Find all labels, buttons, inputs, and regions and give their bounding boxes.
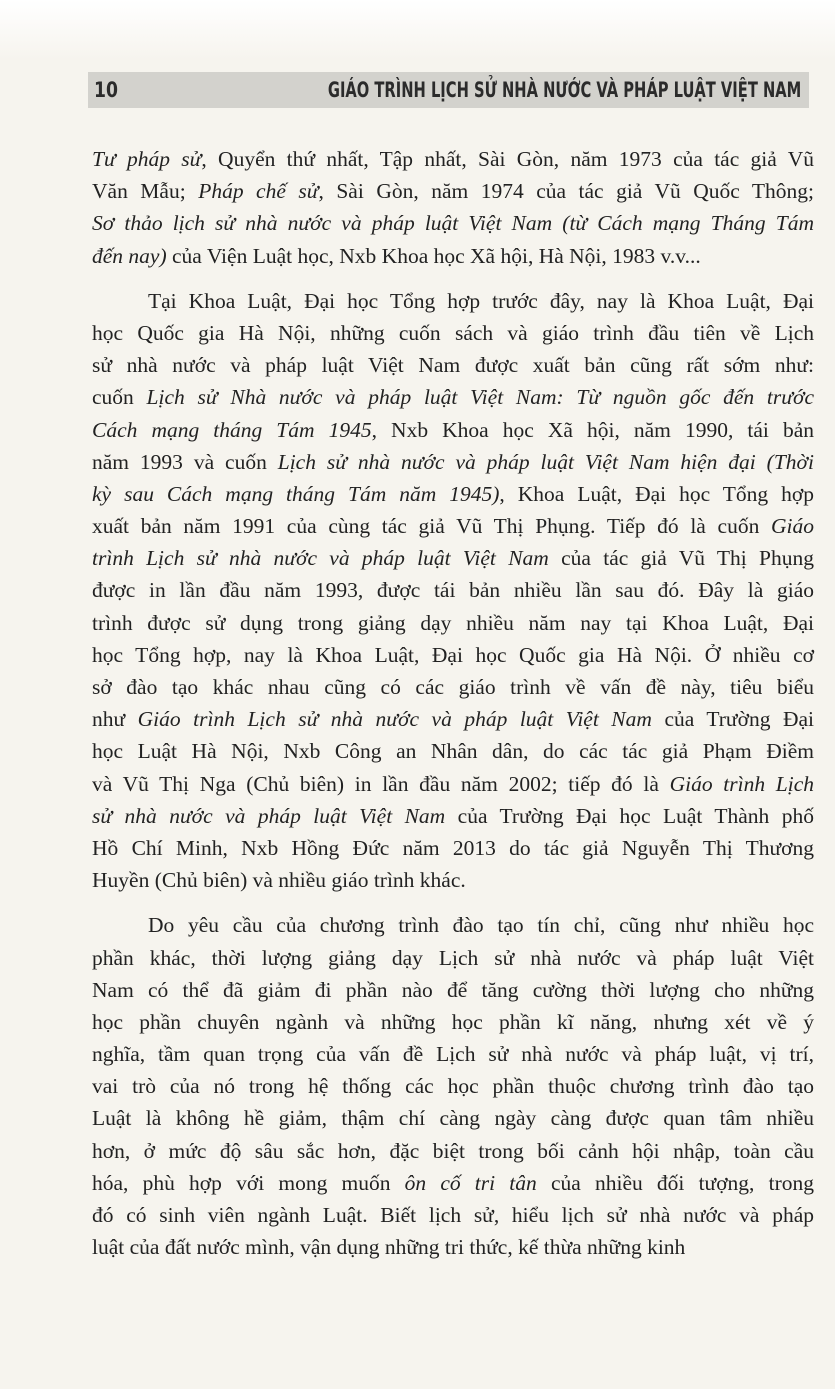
text-line [92,574,814,606]
page-top-margin [0,0,835,60]
text-run: học phần chuyên ngành và những học phần kĩ năng, nhưng xét về ý [92,1009,814,1034]
text-run: xuất bản năm 1991 của cùng tác giả Vũ Thị Phụng. Tiếp đó là cuốn [92,514,771,539]
text-line [92,864,814,896]
text-line [92,478,814,510]
text-run: hơn, ở mức độ sâu sắc hơn, đặc biệt trong bối cảnh hội nhập, toàn cầu [92,1138,814,1163]
running-header [88,72,809,108]
text-run: của Viện Luật học, Nxb Khoa học Xã hội, Hà Nội, 1983 v.v... [166,243,701,268]
text-line [92,317,814,349]
text-run: , Khoa Luật, Đại học Tổng hợp [499,481,814,506]
text-run: đó có sinh viên ngành Luật. Biết lịch sử, hiểu lịch sử nhà nước và pháp [92,1203,814,1227]
text-line [92,1231,814,1263]
text-line [92,974,814,1006]
text-line [92,381,814,413]
text-run: sở đào tạo khác nhau cũng có các giáo trình về vấn đề này, tiêu biểu [92,675,814,699]
paragraph-gap [92,896,814,909]
text-line [92,1167,814,1199]
text-line [92,1102,814,1134]
text-line [92,143,814,175]
text-line [92,207,814,239]
italic-title-run: Sơ thảo lịch sử nhà nước và pháp luật Việt Nam (từ Cách mạng Tháng Tám [92,211,814,236]
italic-title-run: ôn cố tri tân [404,1170,537,1195]
text-line [92,349,814,381]
text-line [92,639,814,671]
text-run: của nhiều đối tượng, trong [536,1170,814,1195]
italic-title-run: Giáo [771,514,814,539]
text-run: của Trường Đại [651,707,814,732]
italic-title-run: trình Lịch sử nhà nước và pháp luật Việt Nam [92,546,549,571]
paragraph [92,143,814,272]
text-run: và Vũ Thị Nga (Chủ biên) in lần đầu năm 2002; tiếp đó là [92,771,670,796]
text-line [92,703,814,735]
text-run: , Sài Gòn, năm 1974 của tác giả Vũ Quốc Thông; [318,179,814,204]
text-run: luật của đất nước mình, vận dụng những tri thức, kế thừa những kinh [92,1235,686,1260]
text-run: của Trường Đại học Luật Thành phố [445,803,814,828]
paragraph [92,285,814,897]
text-line [92,1135,814,1167]
text-line [92,446,814,478]
text-line [92,1038,814,1070]
italic-title-run: Cách mạng tháng Tám 1945 [92,417,372,442]
text-line [92,414,814,446]
text-line [92,175,814,207]
text-run: Do yêu cầu của chương trình đào tạo tín chỉ, cũng như nhiều học [148,913,814,938]
italic-title-run: sử nhà nước và pháp luật Việt Nam [92,803,446,828]
italic-title-run: Giáo trình Lịch sử nhà nước và pháp luật Việt Nam [137,707,652,732]
text-run: phần khác, thời lượng giảng dạy Lịch sử nhà nước và pháp luật Việt [92,945,814,970]
text-line [92,768,814,800]
text-run: vai trò của nó trong hệ thống các học phần thuộc chương trình đào tạo [92,1074,814,1099]
text-line [92,607,814,639]
text-line [92,240,814,272]
paragraph-gap [92,272,814,285]
text-run: Văn Mẫu; [92,179,199,204]
italic-title-run: đến nay) [92,243,167,268]
text-line [92,510,814,542]
text-run: học Luật Hà Nội, Nxb Công an Nhân dân, do các tác giả Phạm Điềm [92,739,814,764]
text-line [92,1070,814,1102]
text-line [92,909,814,941]
body-text [92,143,814,1263]
text-run: được in lần đầu năm 1993, được tái bản nhiều lần sau đó. Đây là giáo [92,578,814,603]
text-line [92,942,814,974]
text-run: cuốn [92,385,147,410]
text-run: Tại Khoa Luật, Đại học Tổng hợp trước đây, nay là Khoa Luật, Đại [148,288,814,313]
text-run: trình được sử dụng trong giảng dạy nhiều năm nay tại Khoa Luật, Đại [92,610,814,635]
italic-title-run: Lịch sử Nhà nước và pháp luật Việt Nam: Từ nguồn gốc đến trước [146,385,815,410]
italic-title-run: kỳ sau Cách mạng tháng Tám năm 1945) [92,481,500,506]
text-run: , Nxb Khoa học Xã hội, năm 1990, tái bản [371,417,814,442]
text-run: học Tổng hợp, nay là Khoa Luật, Đại học Quốc gia Hà Nội. Ở nhiều cơ [92,642,814,667]
page-number: 10 [94,78,118,102]
text-run: như [92,707,138,732]
running-title: GIÁO TRÌNH LỊCH SỬ NHÀ NƯỚC VÀ PHÁP LUẬT VIỆT NAM [327,78,801,102]
text-line [92,1199,814,1231]
text-line [92,735,814,767]
paragraph [92,909,814,1263]
text-run: học Quốc gia Hà Nội, những cuốn sách và giáo trình đầu tiên về Lịch [92,320,814,345]
italic-title-run: Giáo trình Lịch [669,771,814,796]
italic-title-run: Tư pháp sử [92,147,202,171]
italic-title-run: Pháp chế sử [198,179,319,204]
text-run: Nam có thể đã giảm đi phần nào để tăng cường thời lượng cho những [92,977,814,1002]
text-line [92,1006,814,1038]
italic-title-run: Lịch sử nhà nước và pháp luật Việt Nam hiện đại (Thời [277,449,815,474]
text-line [92,542,814,574]
text-run: sử nhà nước và pháp luật Việt Nam được xuất bản cũng rất sớm như: [92,353,814,378]
text-line [92,832,814,864]
text-line [92,800,814,832]
text-run: Hồ Chí Minh, Nxb Hồng Đức năm 2013 do tác giả Nguyễn Thị Thương [92,835,814,860]
text-run: nghĩa, tầm quan trọng của vấn đề Lịch sử nhà nước và pháp luật, vị trí, [92,1042,814,1067]
text-run: Luật là không hề giảm, thậm chí càng ngày càng được quan tâm nhiều [92,1106,814,1131]
text-line [92,285,814,317]
text-run: Huyền (Chủ biên) và nhiều giáo trình khác. [92,868,466,893]
text-run: hóa, phù hợp với mong muốn [92,1170,405,1195]
text-run: của tác giả Vũ Thị Phụng [548,546,814,571]
text-run: năm 1993 và cuốn [92,449,278,474]
text-run: , Quyển thứ nhất, Tập nhất, Sài Gòn, năm 1973 của tác giả Vũ [201,147,814,171]
text-line [92,671,814,703]
